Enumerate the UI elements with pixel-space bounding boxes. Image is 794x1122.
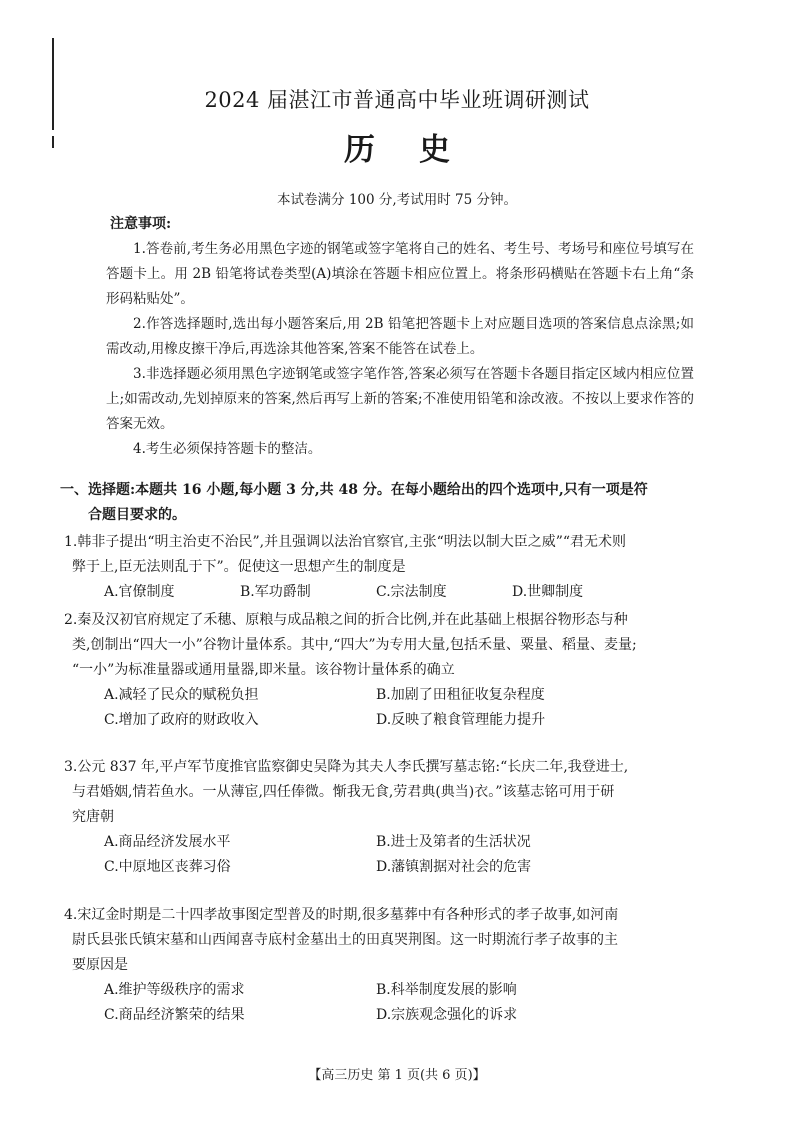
option-b: B.军功爵制 bbox=[240, 584, 311, 600]
notice-item: 1.答卷前,考生务必用黑色字迹的钢笔或签字笔将自己的姓名、考生号、考场号和座位号填写在答题卡上。用 2B 铅笔将试卷类型(A)填涂在答题卡相应位置上。将条形码横贴在答题卡右上角“条形码粘贴处”。 bbox=[106, 241, 694, 307]
section-heading-line: 一、选择题:本题共 16 小题,每小题 3 分,共 48 分。在每小题给出的四个选项中,只有一项是符 bbox=[60, 482, 648, 498]
question-text: 与君婚姻,情若鱼水。一从薄宦,四任俸微。惭我无食,劳君典(典当)衣。”该墓志铭可用于研 bbox=[72, 784, 615, 800]
question-text: 3.公元 837 年,平卢军节度推官监察御史吴降为其夫人李氏撰写墓志铭:“长庆二年,我登进士, bbox=[64, 759, 629, 775]
options-row bbox=[64, 830, 728, 855]
option-d: D.世卿制度 bbox=[512, 584, 584, 600]
question-text: 尉氏县张氏镇宋墓和山西闻喜寺底村金墓出土的田真哭荆图。这一时期流行孝子故事的主 bbox=[72, 932, 618, 948]
option-d: D.藩镇割据对社会的危害 bbox=[376, 859, 532, 875]
page-footer: 【高三历史 第 1 页(共 6 页)】 bbox=[308, 1068, 486, 1083]
question-text: 类,创制出“四大一小”谷物计量体系。其中,“四大”为专用大量,包括禾量、粟量、稻量、麦量; bbox=[72, 637, 637, 653]
question-text: 4.宋辽金时期是二十四孝故事图定型普及的时期,很多墓葬中有各种形式的孝子故事,如河南 bbox=[64, 907, 619, 923]
option-c: C.宗法制度 bbox=[376, 584, 447, 600]
option-a: A.商品经济发展水平 bbox=[104, 834, 231, 850]
exam-title: 2024 届湛江市普通高中毕业班调研测试 bbox=[204, 88, 590, 112]
section-heading bbox=[60, 478, 728, 528]
option-c: C.商品经济繁荣的结果 bbox=[104, 1007, 245, 1023]
option-b: B.科举制度发展的影响 bbox=[376, 982, 517, 998]
option-c: C.增加了政府的财政收入 bbox=[104, 712, 259, 728]
question-text: 究唐朝 bbox=[72, 809, 114, 825]
options-row bbox=[64, 855, 728, 880]
option-a: A.官僚制度 bbox=[104, 584, 175, 600]
question-text: 1.韩非子提出“明主治吏不治民”,并且强调以法治官察官,主张“明法以制大臣之威”“君无术则 bbox=[64, 534, 627, 550]
subject-title: 历史 bbox=[344, 132, 494, 168]
question-text: 弊于上,臣无法则乱于下”。促使这一思想产生的制度是 bbox=[72, 559, 406, 575]
exam-meta: 本试卷满分 100 分,考试用时 75 分钟。 bbox=[277, 192, 517, 208]
question-text: “一小”为标准量器或通用量器,即米量。该谷物计量体系的确立 bbox=[72, 662, 455, 678]
options-row bbox=[64, 978, 728, 1003]
notice-item: 2.作答选择题时,选出每小题答案后,用 2B 铅笔把答题卡上对应题目选项的答案信息点涂黑;如需改动,用橡皮擦干净后,再选涂其他答案,答案不能答在试卷上。 bbox=[106, 316, 694, 357]
notice-block bbox=[106, 212, 694, 462]
options-row bbox=[64, 1003, 728, 1028]
options-row bbox=[64, 683, 728, 708]
option-d: D.宗族观念强化的诉求 bbox=[376, 1007, 518, 1023]
option-b: B.加剧了田租征收复杂程度 bbox=[376, 687, 545, 703]
question-4 bbox=[64, 903, 728, 1028]
question-2 bbox=[64, 608, 728, 733]
question-text: 要原因是 bbox=[72, 957, 128, 973]
notice-item: 4.考生必须保持答题卡的整洁。 bbox=[133, 441, 322, 457]
notice-title: 注意事项: bbox=[110, 216, 172, 232]
question-3 bbox=[64, 755, 728, 880]
option-c: C.中原地区丧葬习俗 bbox=[104, 859, 231, 875]
option-d: D.反映了粮食管理能力提升 bbox=[376, 712, 546, 728]
options-row bbox=[64, 580, 728, 605]
question-1 bbox=[64, 530, 728, 605]
question-text: 2.秦及汉初官府规定了禾穗、原粮与成品粮之间的折合比例,并在此基础上根据谷物形态与种 bbox=[64, 612, 628, 628]
notice-item: 3.非选择题必须用黑色字迹钢笔或签字笔作答,答案必须写在答题卡各题目指定区域内相应位置上;如需改动,先划掉原来的答案,然后再写上新的答案;不准使用铅笔和涂改液。不按以上要求作答的答案无效。 bbox=[106, 366, 694, 432]
options-row bbox=[64, 708, 728, 733]
option-b: B.进士及第者的生活状况 bbox=[376, 834, 531, 850]
section-heading-line: 合题目要求的。 bbox=[88, 507, 186, 523]
option-a: A.减轻了民众的赋税负担 bbox=[104, 687, 259, 703]
option-a: A.维护等级秩序的需求 bbox=[104, 982, 245, 998]
